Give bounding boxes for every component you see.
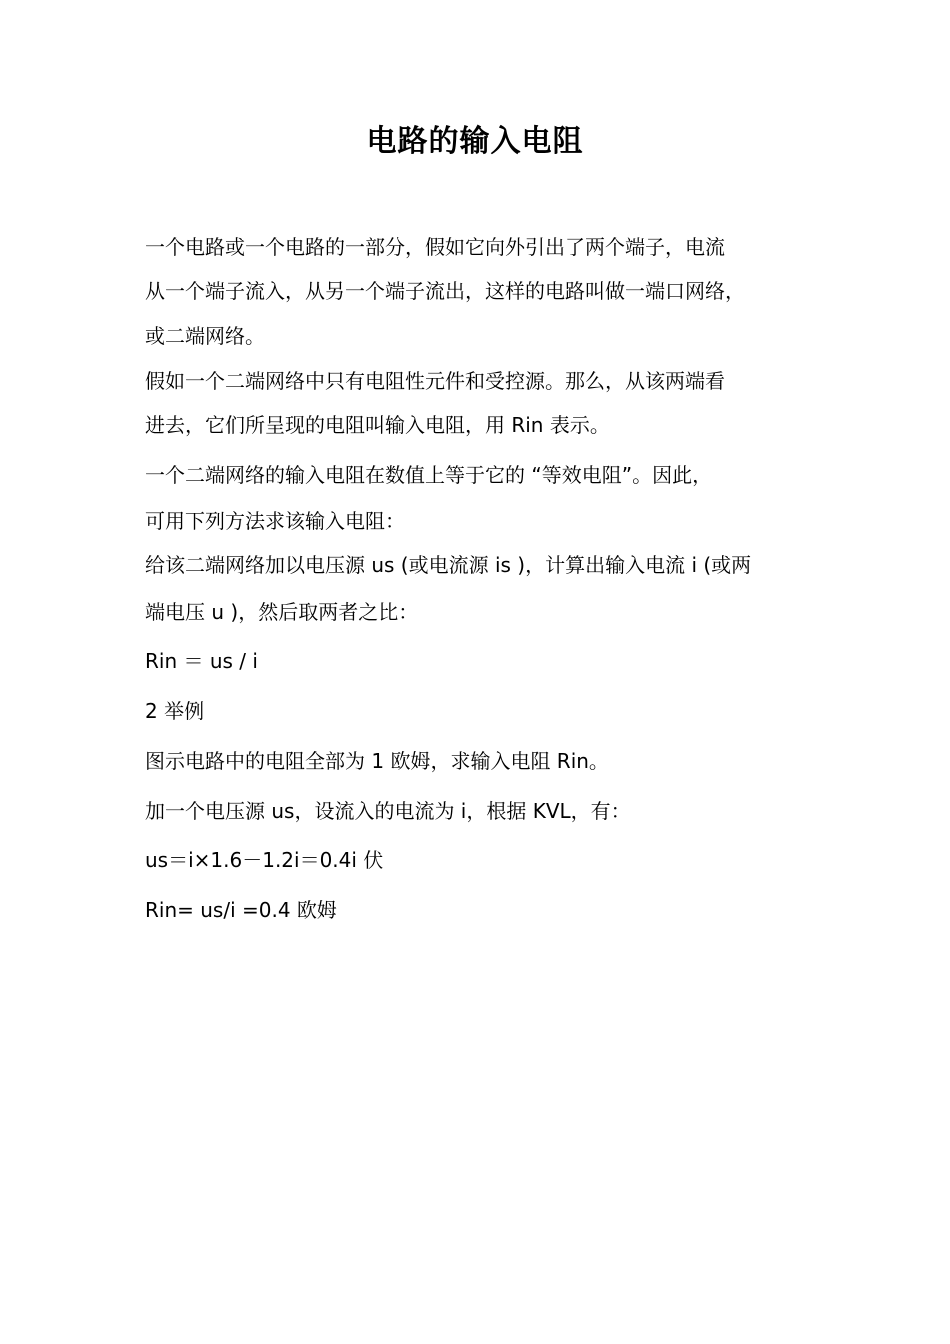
document-title: 电路的输入电阻 [366, 124, 584, 159]
formula-line: Rin= us/i =0.4 欧姆 [145, 898, 337, 922]
paragraph-line: 端电压 u )，然后取两者之比： [145, 600, 419, 624]
formula-line: us＝i×1.6－1.2i＝0.4i 伏 [145, 848, 384, 872]
paragraph-line: 一个二端网络的输入电阻在数值上等于它的 “等效电阻”。因此， [145, 463, 713, 487]
paragraph-line: 给该二端网络加以电压源 us (或电流源 is )，计算出输入电流 i (或两 [145, 553, 752, 577]
paragraph-line: 从一个端子流入，从另一个端子流出，这样的电路叫做一端口网络， [145, 279, 745, 303]
paragraph-line: 加一个电压源 us，设流入的电流为 i，根据 KVL，有： [145, 799, 631, 823]
section-heading: 2 举例 [145, 699, 205, 723]
paragraph-line: 进去，它们所呈现的电阻叫输入电阻，用 Rin 表示。 [145, 413, 610, 437]
paragraph-line: 可用下列方法求该输入电阻： [145, 509, 405, 533]
paragraph-line: 假如一个二端网络中只有电阻性元件和受控源。那么，从该两端看 [145, 369, 725, 393]
paragraph-line: 图示电路中的电阻全部为 1 欧姆，求输入电阻 Rin。 [145, 749, 609, 773]
paragraph-line: 或二端网络。 [145, 324, 265, 348]
paragraph-line: 一个电路或一个电路的一部分，假如它向外引出了两个端子，电流 [145, 235, 725, 259]
formula-line: Rin ＝ us / i [145, 649, 258, 673]
